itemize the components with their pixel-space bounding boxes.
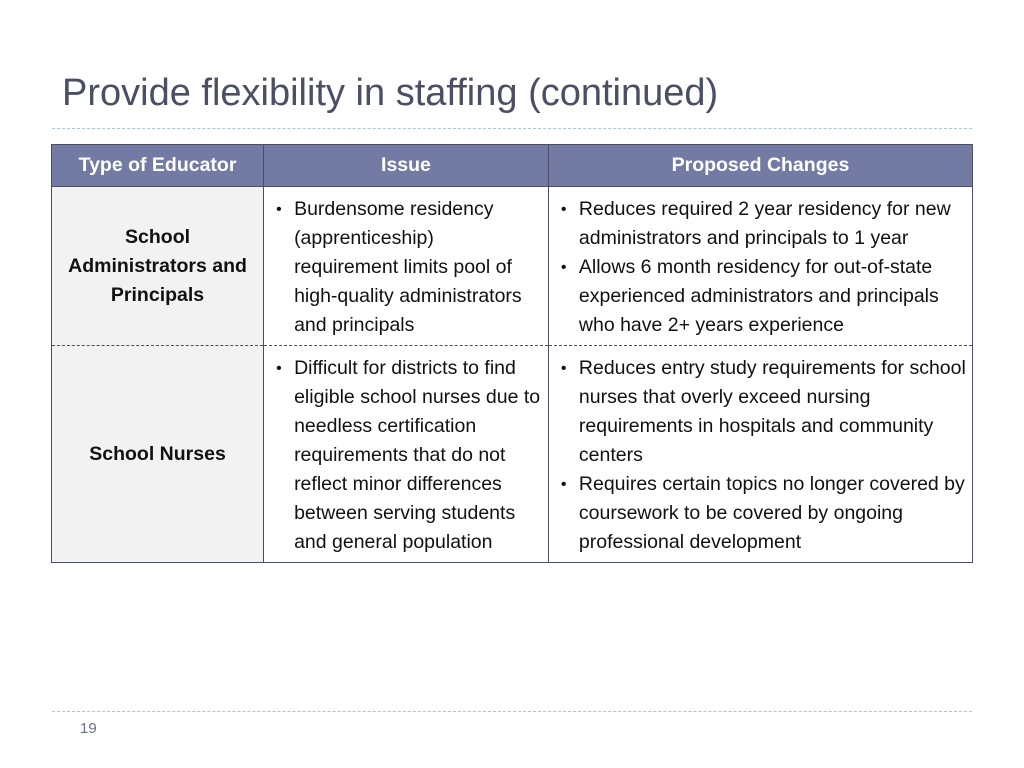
table-header-row: [52, 145, 973, 187]
slide-title: Provide flexibility in staffing (continued): [62, 72, 719, 114]
footer-divider: [52, 711, 972, 712]
issue-cell: [264, 187, 549, 346]
table-row: [52, 187, 973, 346]
educator-type-cell: School Nurses: [52, 346, 264, 563]
change-item: • Reduces required 2 year residency for new administrators and principals to 1 year: [557, 195, 966, 253]
issue-item: • Difficult for districts to find eligible school nurses due to needless certification requirements that do not reflect minor differences between serving students and general population: [272, 354, 542, 557]
header-type-of-educator: Type of Educator: [52, 145, 264, 187]
issue-list: [272, 195, 542, 340]
header-proposed-changes: Proposed Changes: [548, 145, 972, 187]
page-number: 19: [80, 720, 97, 737]
changes-list: [557, 354, 966, 557]
educator-type-cell: School Administrators and Principals: [52, 187, 264, 346]
issue-list: [272, 354, 542, 557]
issue-cell: [264, 346, 549, 563]
changes-list: [557, 195, 966, 340]
table-row: [52, 346, 973, 563]
header-issue: Issue: [264, 145, 549, 187]
issue-item: • Burdensome residency (apprenticeship) requirement limits pool of high-quality administrators and principals: [272, 195, 542, 340]
title-divider: [52, 128, 972, 129]
change-item: • Reduces entry study requirements for school nurses that overly exceed nursing requirements in hospitals and community centers: [557, 354, 966, 470]
change-item: • Allows 6 month residency for out-of-state experienced administrators and principals who have 2+ years experience: [557, 253, 966, 340]
change-item: • Requires certain topics no longer covered by coursework to be covered by ongoing professional development: [557, 470, 966, 557]
staffing-table: [51, 144, 973, 563]
changes-cell: [548, 346, 972, 563]
changes-cell: [548, 187, 972, 346]
